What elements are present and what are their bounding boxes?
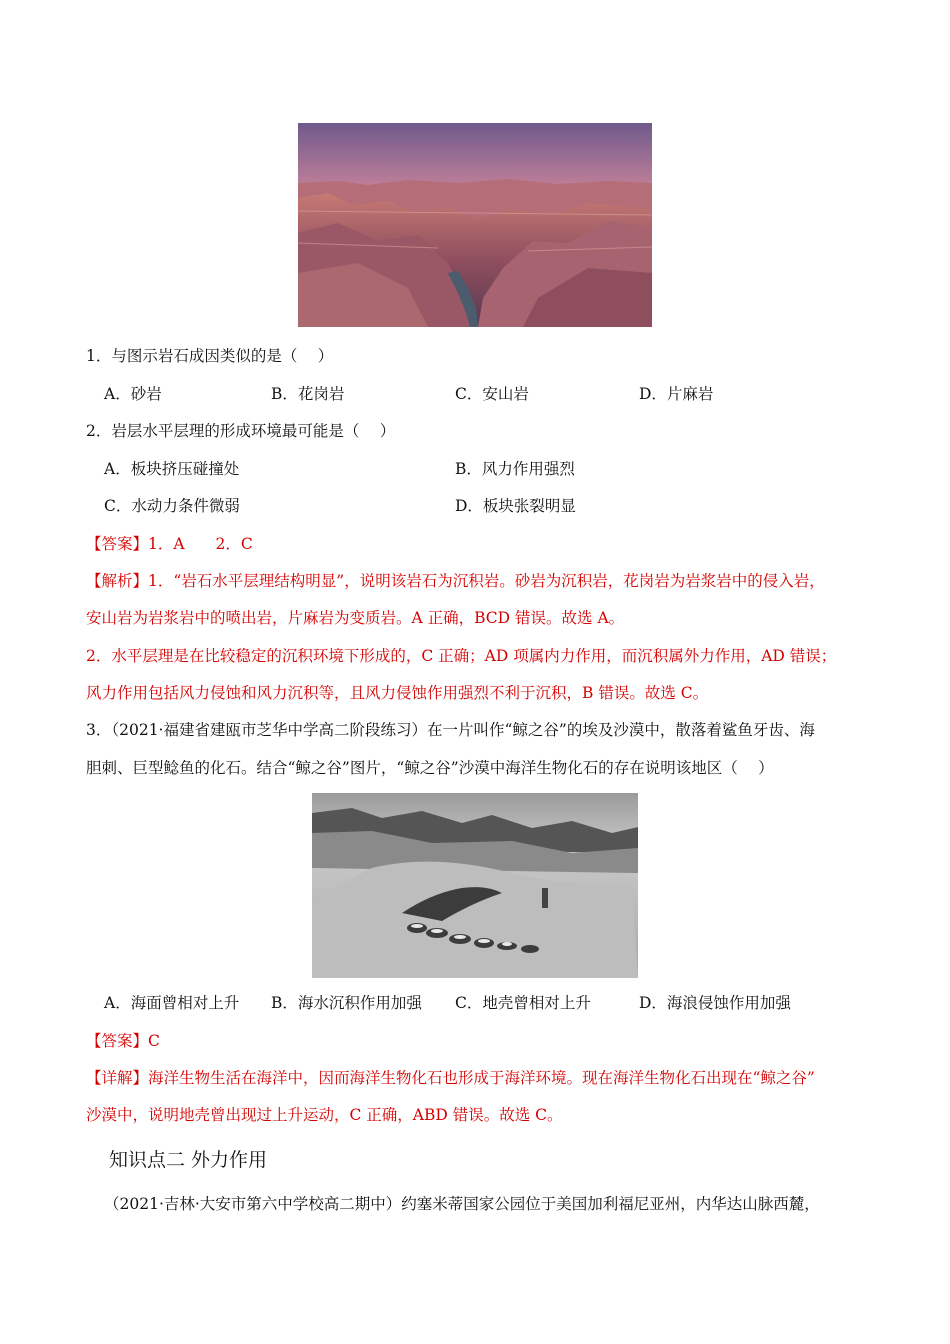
question-1-option-a: A．砂岩 bbox=[104, 385, 162, 403]
analysis-line-1: 【解析】1．“岩石水平层理结构明显”，说明该岩石为沉积岩。砂岩为沉积岩，花岗岩为岩浆岩中的侵入岩， bbox=[86, 572, 825, 590]
question-3-stem-line-1: 3．（2021·福建省建瓯市芝华中学高二阶段练习）在一片叫作“鲸之谷”的埃及沙漠中，散落着鲨鱼牙齿、海 bbox=[86, 721, 815, 739]
section-heading: 知识点二 外力作用 bbox=[109, 1149, 268, 1171]
question-3-option-b: B．海水沉积作用加强 bbox=[271, 994, 422, 1012]
question-2-stem: 2．岩层水平层理的形成环境最可能是（ ） bbox=[86, 422, 396, 440]
section-intro: （2021·吉林·大安市第六中学校高二期中）约塞米蒂国家公园位于美国加利福尼亚州，内华达山脉西麓， bbox=[104, 1195, 820, 1213]
question-2-option-d: D．板块张裂明显 bbox=[455, 497, 576, 515]
analysis-line-2: 安山岩为岩浆岩中的喷出岩，片麻岩为变质岩。A 正确，BCD 错误。故选 A。 bbox=[86, 609, 625, 627]
question-2-option-c: C．水动力条件微弱 bbox=[104, 497, 240, 515]
detail-line-2: 沙漠中，说明地壳曾出现过上升运动，C 正确，ABD 错误。故选 C。 bbox=[86, 1106, 563, 1124]
question-2-option-a: A．板块挤压碰撞处 bbox=[104, 460, 240, 478]
question-3-option-a: A．海面曾相对上升 bbox=[104, 994, 240, 1012]
question-3-stem-line-2: 胆刺、巨型鲶鱼的化石。结合“鲸之谷”图片，“鲸之谷”沙漠中海洋生物化石的存在说明该地区（ ） bbox=[86, 759, 774, 777]
canyon-photo bbox=[298, 123, 652, 327]
question-1-option-c: C．安山岩 bbox=[455, 385, 529, 403]
whale-valley-photo bbox=[312, 793, 638, 978]
question-3-option-d: D．海浪侵蚀作用加强 bbox=[639, 994, 791, 1012]
question-3-option-c: C．地壳曾相对上升 bbox=[455, 994, 591, 1012]
question-1-option-b: B．花岗岩 bbox=[271, 385, 345, 403]
answer-1-2: 【答案】1．A 2．C bbox=[86, 535, 253, 553]
question-1-option-d: D．片麻岩 bbox=[639, 385, 714, 403]
whale-valley-drawing bbox=[312, 793, 638, 978]
analysis-line-3: 2．水平层理是在比较稳定的沉积环境下形成的，C 正确；AD 项属内力作用，而沉积属外力作用，AD 错误； bbox=[86, 647, 837, 665]
detail-line-1: 【详解】海洋生物生活在海洋中，因而海洋生物化石也形成于海洋环境。现在海洋生物化石出现在“鲸之谷” bbox=[86, 1069, 815, 1087]
answer-3: 【答案】C bbox=[86, 1032, 160, 1050]
question-2-option-b: B．风力作用强烈 bbox=[455, 460, 575, 478]
question-1-stem: 1．与图示岩石成因类似的是（ ） bbox=[86, 347, 334, 365]
analysis-line-4: 风力作用包括风力侵蚀和风力沉积等，且风力侵蚀作用强烈不利于沉积，B 错误。故选 C。 bbox=[86, 684, 709, 702]
canyon-photo-drawing bbox=[298, 123, 652, 327]
